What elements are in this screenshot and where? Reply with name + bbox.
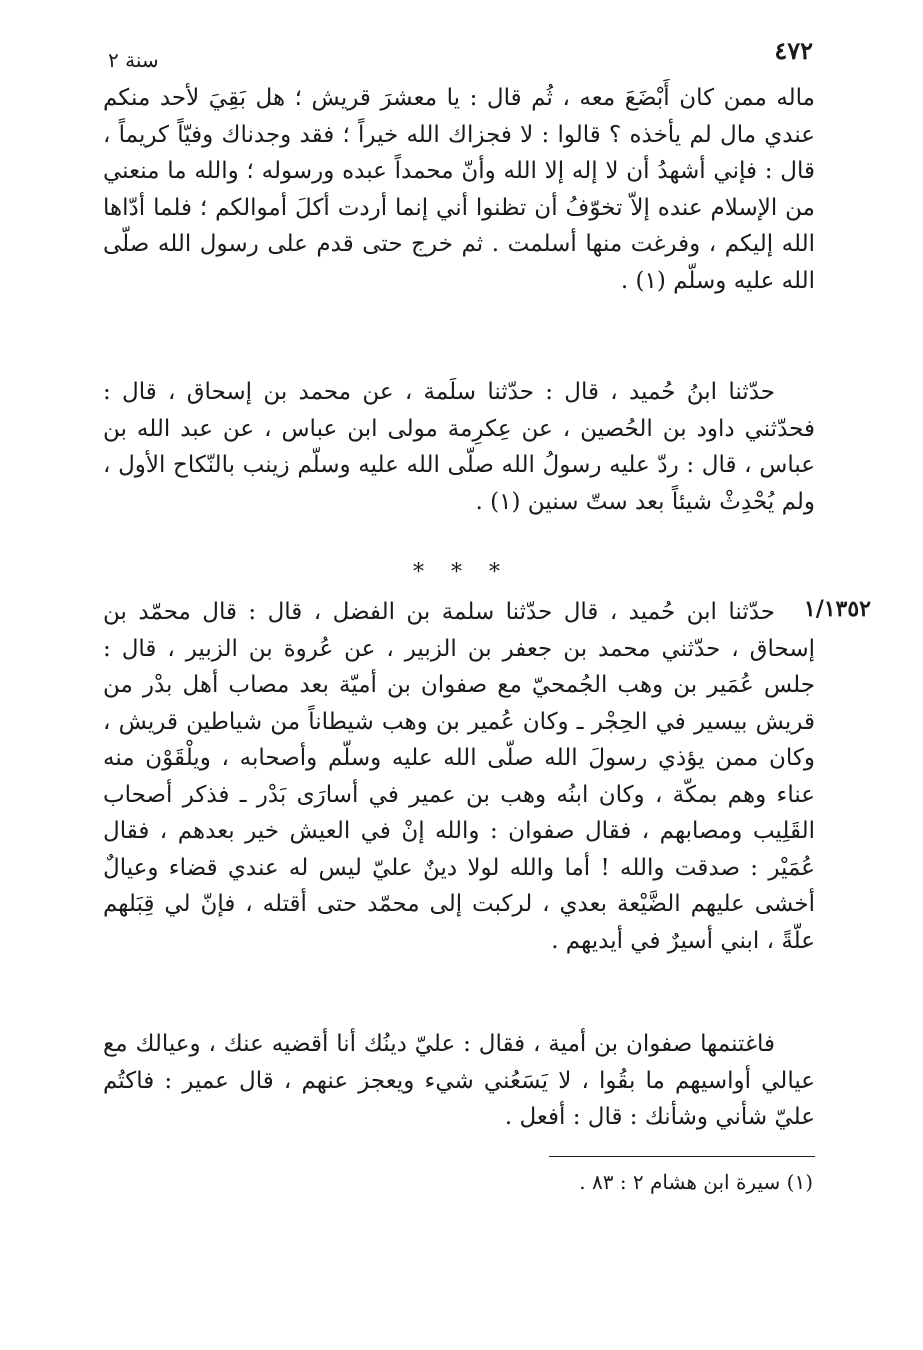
page-number: ٤٧٢ — [774, 36, 813, 65]
paragraph-safwan-reply — [103, 1026, 815, 1136]
footnote: (١) سيرة ابن هشام ٢ : ٨٣ . — [579, 1170, 813, 1194]
paragraph-text: حدّثنا ابنُ حُميد ، قال : حدّثنا سلَمة ، عن محمد بن إسحاق ، قال : فحدّثني داود بن الحُصين ، عن عِكرِمة مولى ابن عباس ، عن عبد الله بن عباس ، قال : ردّ عليه رسولُ الله صلّى الله عليه وسلّم زينب بالنّكاح الأول ، ولم يُحْدِثْ شيئاً بعد ستّ سنين (١) . — [103, 379, 815, 515]
paragraph-text: فاغتنمها صفوان بن أمية ، فقال : عليّ دينُك أنا أقضيه عنك ، وعيالك مع عيالي أواسيهم ما بقُوا ، لا يَسَعُني شيء ويعجز عنهم ، قال عمير : فاكتُم عليّ شأني وشأنك : قال : أفعل . — [103, 1031, 815, 1130]
paragraph-umayr-narration — [103, 594, 815, 959]
footnote-rule — [549, 1156, 815, 1157]
paragraph-text: حدّثنا ابن حُميد ، قال حدّثنا سلمة بن الفضل ، قال : قال محمّد بن إسحاق ، حدّثني محمد بن جعفر بن الزبير ، عن عُروة بن الزبير ، قال : جلس عُمَير بن وهب الجُمحيّ مع صفوان بن أميّة بعد مصاب أهل بدْر من قريش بيسير في الحِجْر ـ وكان عُمير بن وهب شيطاناً من شياطين قريش ، وكان ممن يؤذي رسولَ الله صلّى الله عليه وسلّم وأصحابه ، ويلْقَوْن منه عناء وهم بمكّة ، وكان ابنُه وهب بن عمير في أسارَى بَدْر ـ فذكر أصحاب القَلِيب ومصابهم ، فقال صفوان : والله إنْ في العيش خير بعدهم ، فقال عُمَيْر : صدقت والله ! أما والله لولا دينٌ عليّ ليس له عندي قضاء وعيالٌ أخشى عليهم الضَّيْعة بعدي ، لركبت إلى محمّد حتى أقتله ، فإنّ لي قِبَلهم علّةً ، ابني أسيرٌ في أيديهم . — [103, 599, 815, 954]
hadith-number: ١/١٣٥٢ — [803, 596, 871, 622]
paragraph-continuation — [103, 80, 815, 299]
running-head-year: سنة ٢ — [108, 48, 159, 72]
section-separator: * * * — [413, 560, 510, 585]
paragraph-text: ماله ممن كان أَبْضَعَ معه ، ثُم قال : يا معشرَ قريش ؛ هل بَقِيَ لأحد منكم عندي مال لم يأخذه ؟ قالوا : لا فجزاك الله خيراً ؛ فقد وجدناك وفيّاً كريماً ، قال : فإني أشهدُ أن لا إله إلا الله وأنّ محمداً عبده ورسوله ؛ والله ما منعني من الإسلام عنده إلاّ تخوّفُ أن تظنوا أني إنما أردت أكلَ أموالكم ؛ فلما أدّاها الله إليكم ، وفرغت منها أسلمت . ثم خرج حتى قدم على رسول الله صلّى الله عليه وسلّم (١) . — [103, 85, 815, 294]
paragraph-zaynab-narration — [103, 374, 815, 520]
